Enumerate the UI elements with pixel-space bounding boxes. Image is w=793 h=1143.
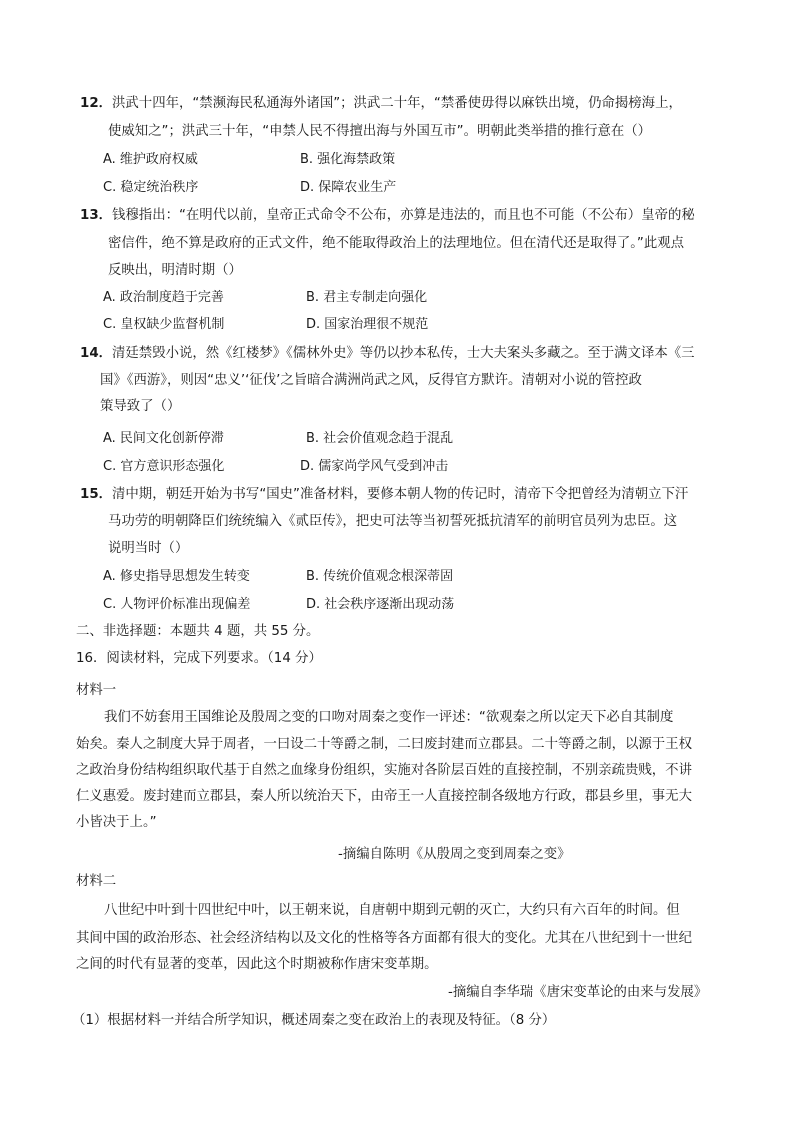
question-16-sub-1: （1）根据材料一并结合所学知识，概述周秦之变在政治上的表现及特征。（8 分） bbox=[72, 1013, 556, 1028]
question-13-line-3: 反映出，明清时期（） bbox=[108, 263, 242, 278]
q12-option-b: B. 强化海禁政策 bbox=[300, 152, 396, 167]
q13-option-d: D. 国家治理很不规范 bbox=[306, 317, 429, 332]
q15-option-b: B. 传统价值观念根深蒂固 bbox=[306, 569, 454, 584]
q12-option-a: A. 维护政府权威 bbox=[103, 152, 198, 167]
q14-option-c: C. 官方意识形态强化 bbox=[103, 459, 225, 474]
material-1-line-4: 仁义惠爱。废封建而立郡县，秦人所以统治天下，由帝王一人直接控制各级地方行政，郡县乡里，事无大 bbox=[76, 789, 692, 804]
material-1-label: 材料一 bbox=[76, 683, 117, 698]
material-1-source: -摘编自陈明《从殷周之变到周秦之变》 bbox=[338, 847, 571, 862]
material-1-line-5: 小皆决于上。” bbox=[76, 815, 157, 830]
material-2-line-3: 之间的时代有显著的变革，因此这个时期被称作唐宋变革期。 bbox=[76, 957, 438, 972]
q12-option-d: D. 保障农业生产 bbox=[300, 180, 397, 195]
q13-option-a: A. 政治制度趋于完善 bbox=[103, 290, 224, 305]
question-13-line-1: 13．钱穆指出：“在明代以前，皇帝正式命令不公布，亦算是违法的，而且也不可能（不公布）皇帝的秘 bbox=[80, 208, 695, 223]
q15-option-d: D. 社会秩序逐渐出现动荡 bbox=[306, 597, 455, 612]
question-15-line-3: 说明当时（） bbox=[108, 541, 189, 556]
q14-option-b: B. 社会价值观念趋于混乱 bbox=[306, 431, 454, 446]
q14-option-a: A. 民间文化创新停滞 bbox=[103, 431, 224, 446]
question-12-line-2: 使威知之”；洪武三十年，“申禁人民不得擅出海与外国互市”。明朝此类举措的推行意在（） bbox=[108, 124, 652, 139]
question-15-line-1: 15．清中期，朝廷开始为书写“国史”准备材料，要修本朝人物的传记时，清帝下令把曾经为清朝立下汗 bbox=[80, 487, 689, 502]
question-14-line-1: 14．清廷禁毁小说，然《红楼梦》《儒林外史》等仍以抄本私传，士大夫案头多藏之。至于满文译本《三 bbox=[80, 346, 695, 361]
section-2-heading: 二、非选择题：本题共 4 题，共 55 分。 bbox=[76, 624, 320, 639]
question-16-heading: 16．阅读材料，完成下列要求。（14 分） bbox=[76, 651, 322, 666]
q12-option-c: C. 稳定统治秩序 bbox=[103, 180, 199, 195]
question-12-line-1: 12．洪武十四年，“禁濒海民私通海外诸国”；洪武二十年，“禁番使毋得以麻铁出境，仍命揭榜海上， bbox=[80, 96, 682, 111]
q14-option-d: D. 儒家尚学风气受到冲击 bbox=[300, 459, 449, 474]
q15-option-c: C. 人物评价标准出现偏差 bbox=[103, 597, 251, 612]
question-13-line-2: 密信件，绝不算是政府的正式文件，绝不能取得政治上的法理地位。但在清代还是取得了。”此观点 bbox=[108, 236, 685, 251]
q15-option-a: A. 修史指导思想发生转变 bbox=[103, 569, 250, 584]
question-14-line-2: 国》《西游》，则因“忠义’‘征伐’之旨暗合满洲尚武之风，反得官方默许。清朝对小说的管控政 bbox=[100, 373, 642, 388]
material-2-line-1: 八世纪中叶到十四世纪中叶，以王朝来说，自唐朝中期到元朝的灭亡，大约只有六百年的时间。但 bbox=[104, 903, 680, 918]
q13-option-c: C. 皇权缺少监督机制 bbox=[103, 317, 225, 332]
material-1-line-3: 之政治身份结构组织取代基于自然之血缘身份组织，实施对各阶层百姓的直接控制，不别亲疏贵贱，不讲 bbox=[76, 763, 692, 778]
material-2-label: 材料二 bbox=[76, 874, 117, 889]
question-14-line-3: 策导致了（） bbox=[100, 399, 181, 414]
question-15-line-2: 马功劳的明朝降臣们统统编入《贰臣传》，把史可法等当初誓死抵抗清军的前明官员列为忠臣。这 bbox=[108, 514, 678, 529]
material-2-line-2: 其间中国的政治形态、社会经济结构以及文化的性格等各方面都有很大的变化。尤其在八世纪到十一世纪 bbox=[76, 931, 692, 946]
q13-option-b: B. 君主专制走向强化 bbox=[306, 290, 428, 305]
material-1-line-1: 我们不妨套用王国维论及殷周之变的口吻对周秦之变作一评述：“欲观秦之所以定天下必自其制度 bbox=[104, 710, 674, 725]
material-1-line-2: 始矣。秦人之制度大异于周者，一曰设二十等爵之制，二曰废封建而立郡县。二十等爵之制，以源于王权 bbox=[76, 737, 692, 752]
material-2-source: -摘编自李华瑞《唐宋变革论的由来与发展》 bbox=[448, 985, 708, 1000]
